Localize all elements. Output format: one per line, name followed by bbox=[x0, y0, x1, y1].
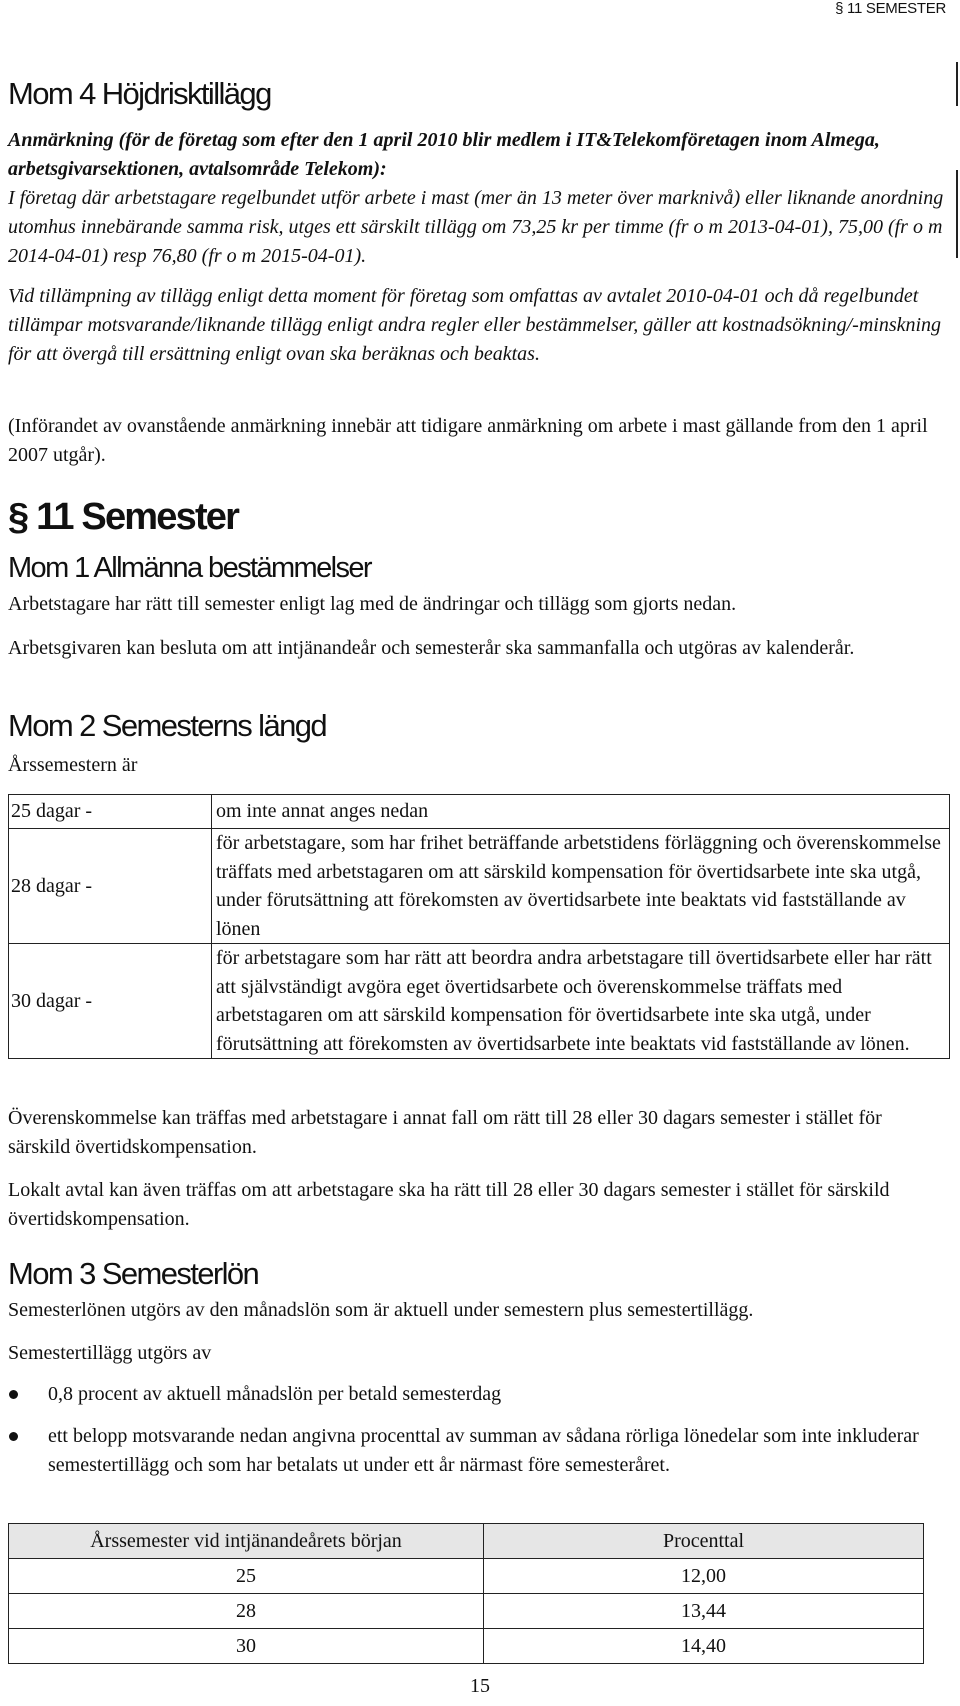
table-cell: 14,40 bbox=[484, 1629, 924, 1664]
table-header-row bbox=[9, 1524, 924, 1559]
note-body: I företag där arbetstagare regelbundet utför arbete i mast (mer än 13 meter över marknivå) eller liknande anordning utomhus innebärande samma risk, utges ett särskilt tillägg om 73,25 kr per timme (fr o m 2013-04-01), 75,00 (fr o m 2014-04-01) resp 76,80 (fr o m 2015-04-01). bbox=[8, 187, 944, 267]
list-item bbox=[8, 1380, 938, 1409]
bullet-icon bbox=[9, 1432, 18, 1441]
mom4-heading: Mom 4 Höjdrisktillägg bbox=[8, 76, 271, 111]
mom1-paragraph: Arbetsgivaren kan besluta om att intjänandeår och semesterår ska sammanfalla och utgöras av kalenderår. bbox=[8, 637, 855, 659]
column-header: Årssemester vid intjänandeårets början bbox=[9, 1524, 484, 1559]
days-cell: 25 dagar - bbox=[9, 795, 212, 829]
margin-change-bar bbox=[956, 62, 958, 106]
table-row bbox=[9, 1629, 924, 1664]
introduction-note: (Införandet av ovanstående anmärkning innebär att tidigare anmärkning om arbete i mast gällande from den 1 april 2007 utgår). bbox=[8, 415, 928, 466]
mom3-heading: Mom 3 Semesterlön bbox=[8, 1256, 259, 1291]
mom1-paragraph: Arbetstagare har rätt till semester enligt lag med de ändringar och tillägg som gjorts nedan. bbox=[8, 593, 737, 615]
table-row bbox=[9, 944, 950, 1059]
mom1-heading: Mom 1 Allmänna bestämmelser bbox=[8, 552, 371, 584]
table-cell: 13,44 bbox=[484, 1594, 924, 1629]
table-row bbox=[9, 795, 950, 829]
running-header: § 11 SEMESTER bbox=[835, 0, 946, 17]
bullet-icon bbox=[9, 1390, 18, 1399]
condition-cell: om inte annat anges nedan bbox=[212, 795, 950, 829]
note-body-2: Vid tillämpning av tillägg enligt detta moment för företag som omfattas av avtalet 2010-04-01 och då regelbundet tillämpar motsvarande/liknande tillägg enligt andra regler eller bestämmelser, gäller att kostnadsökning/-minskning för att övergå till ersättning enligt ovan ska beräknas och beaktas. bbox=[8, 285, 942, 365]
mom3-paragraph: Semestertillägg utgörs av bbox=[8, 1342, 212, 1364]
page-number: 15 bbox=[470, 1675, 490, 1697]
mom2-paragraph: Överenskommelse kan träffas med arbetstagare i annat fall om rätt till 28 eller 30 dagars semester i stället för särskild övertidskompensation. bbox=[8, 1107, 882, 1158]
table-row bbox=[9, 1594, 924, 1629]
table-cell: 30 bbox=[9, 1629, 484, 1664]
condition-cell: för arbetstagare, som har frihet beträffande arbetstidens förläggning och överenskommelse träffats med arbetstagaren om att särskild kompensation för övertidsarbete inte ska utgå, under förutsättning att förekomsten av övertidsarbete inte beaktats vid fastställande av lönen bbox=[212, 829, 950, 944]
table-row bbox=[9, 1559, 924, 1594]
table-cell: 12,00 bbox=[484, 1559, 924, 1594]
note-title: Anmärkning (för de företag som efter den 1 april 2010 blir medlem i IT&Telekomföretagen inom Almega, arbetsgivarsektionen, avtalsområde Telekom): bbox=[8, 129, 880, 180]
days-cell: 30 dagar - bbox=[9, 944, 212, 1059]
mom2-heading: Mom 2 Semesterns längd bbox=[8, 708, 327, 743]
section-heading: § 11 Semester bbox=[8, 496, 239, 538]
list-item-text: 0,8 procent av aktuell månadslön per betald semesterdag bbox=[48, 1383, 502, 1405]
mom2-lead: Årssemestern är bbox=[8, 754, 138, 776]
table-cell: 25 bbox=[9, 1559, 484, 1594]
vacation-length-table bbox=[8, 794, 950, 1059]
condition-cell: för arbetstagare som har rätt att beordra andra arbetstagare till övertidsarbete eller har rätt att självständigt avgöra eget övertidsarbete och överenskommelse träffats med arbetstagaren om att särskild kompensation för övertidsarbete inte ska utgå, under förutsättning att förekomsten av övertidsarbete inte beaktats vid fastställande av lönen. bbox=[212, 944, 950, 1059]
mom2-paragraph: Lokalt avtal kan även träffas om att arbetstagare ska ha rätt till 28 eller 30 dagars semester i stället för särskild övertidskompensation. bbox=[8, 1179, 890, 1230]
table-cell: 28 bbox=[9, 1594, 484, 1629]
table-row bbox=[9, 829, 950, 944]
bullet-list bbox=[8, 1380, 938, 1493]
list-item bbox=[8, 1422, 938, 1480]
list-item-text: ett belopp motsvarande nedan angivna procenttal av summan av sådana rörliga lönedelar som inte inkluderar semestertillägg och som har betalats ut under ett år närmast före semesteråret. bbox=[48, 1425, 919, 1476]
column-header: Procenttal bbox=[484, 1524, 924, 1559]
days-cell: 28 dagar - bbox=[9, 829, 212, 944]
margin-change-bar bbox=[956, 170, 958, 258]
mom3-paragraph: Semesterlönen utgörs av den månadslön som är aktuell under semestern plus semestertillägg. bbox=[8, 1299, 754, 1321]
percentage-table bbox=[8, 1523, 924, 1664]
